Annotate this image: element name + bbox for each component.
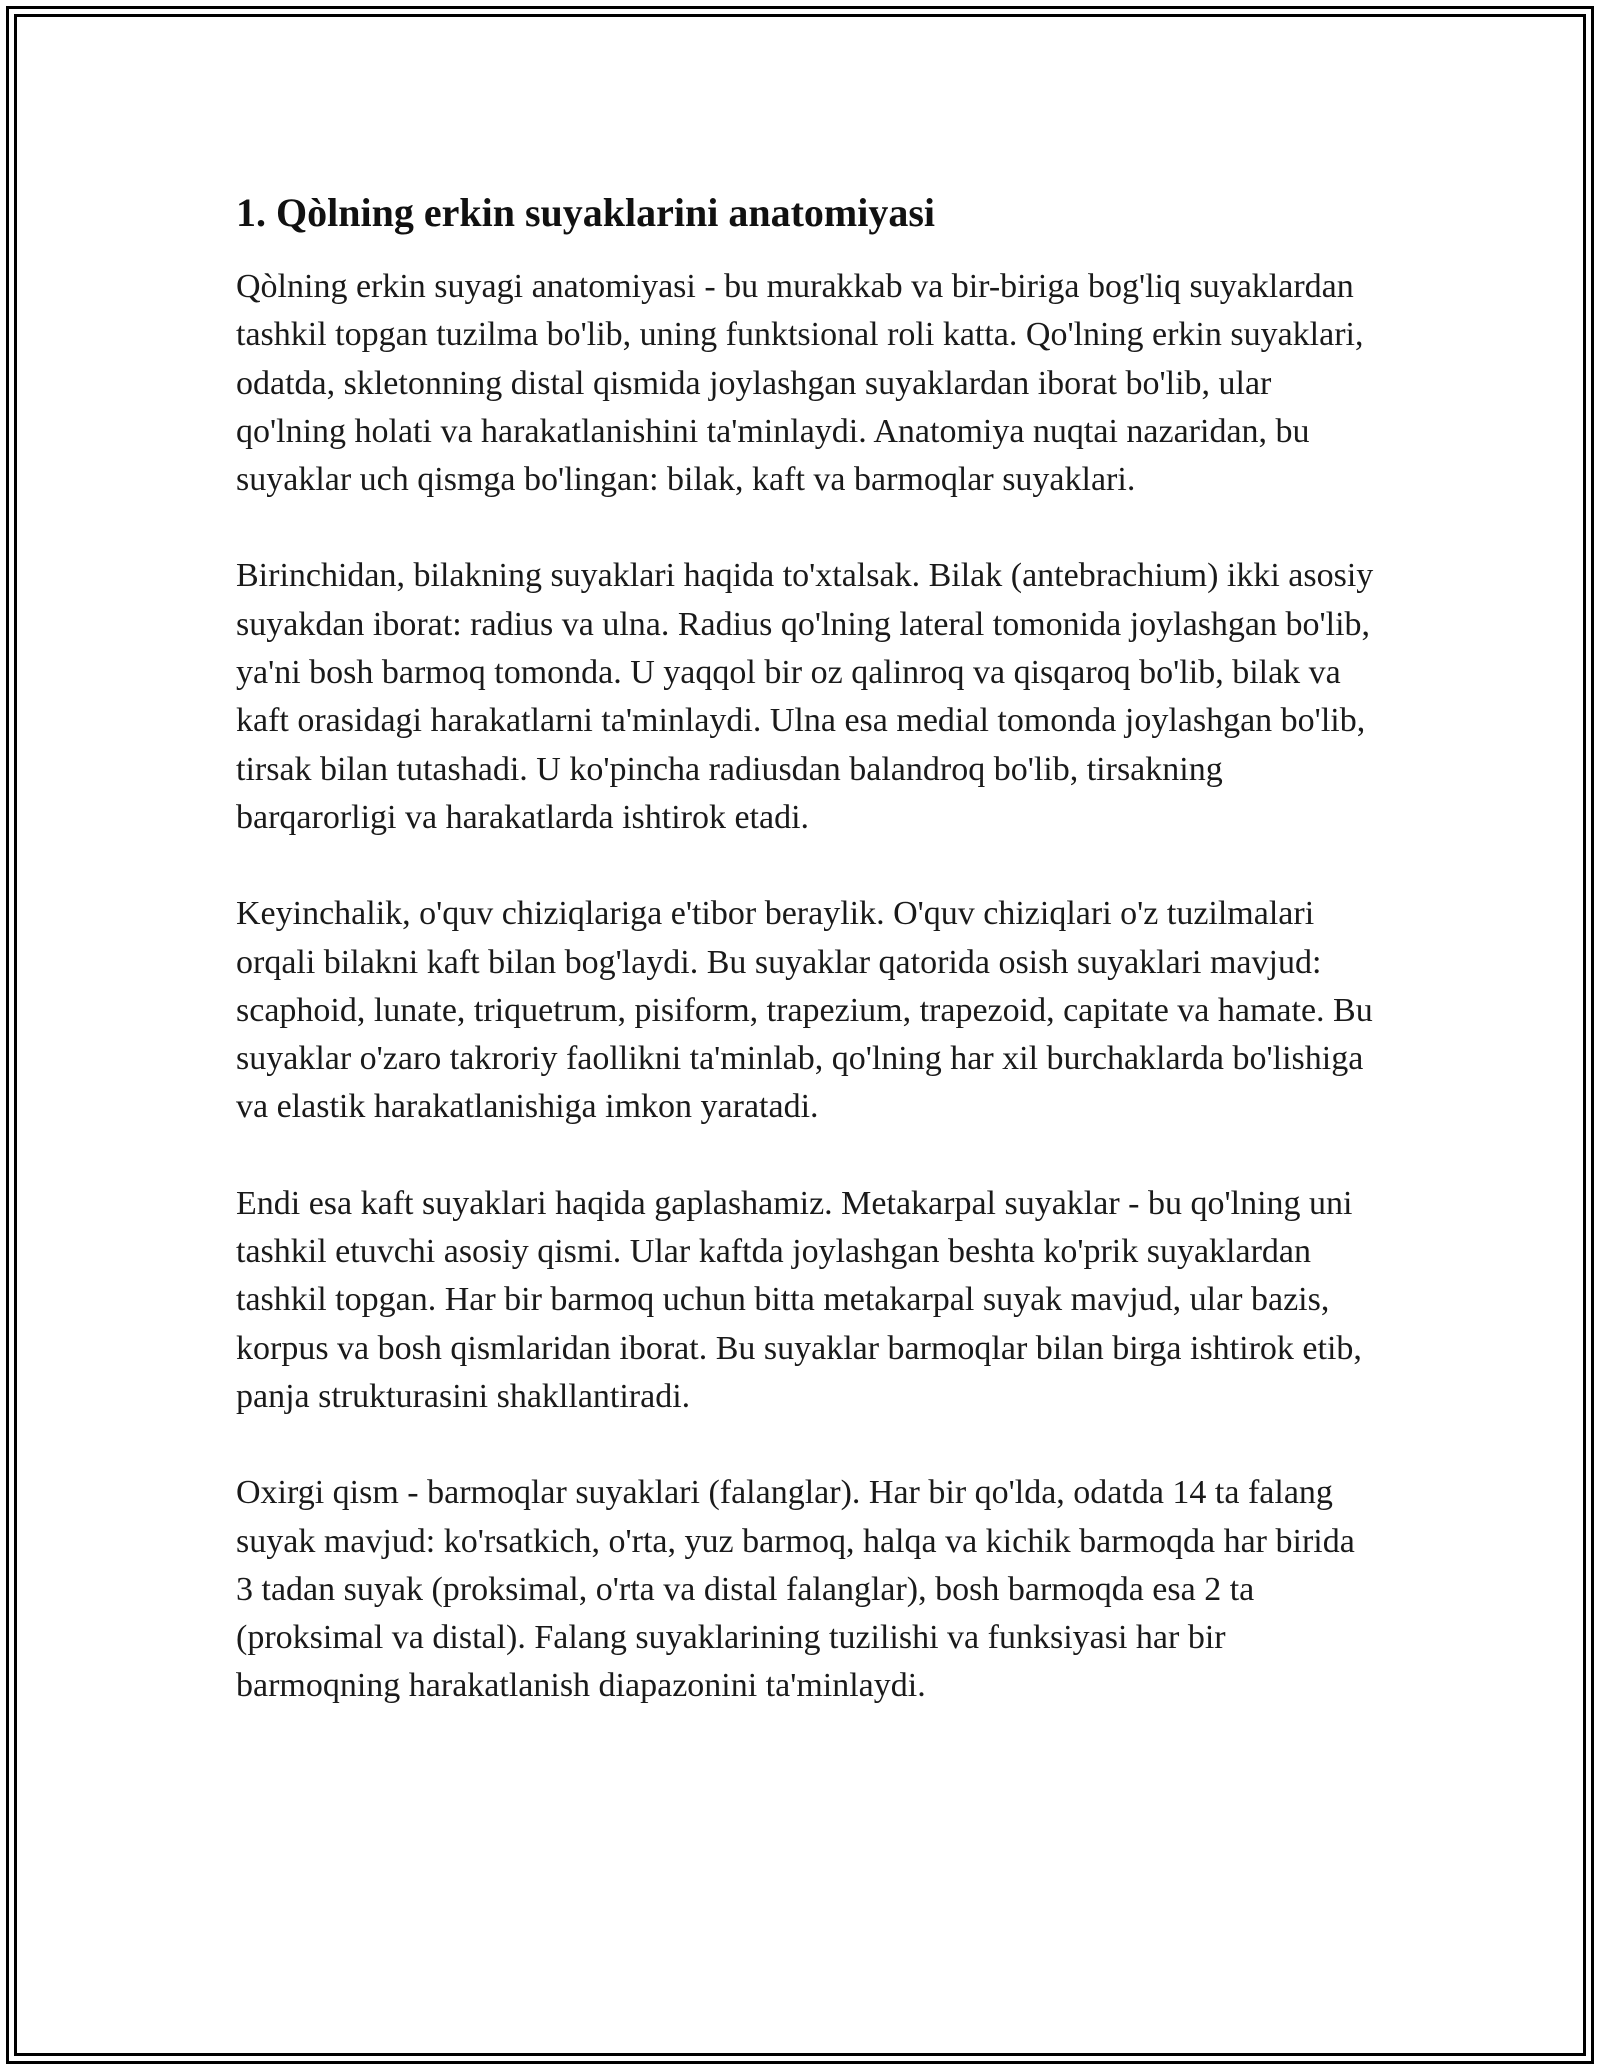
section-heading: 1. Qòlning erkin suyaklarini anatomiyasi bbox=[236, 190, 936, 235]
paragraph-intro: Qòlning erkin suyagi anatomiyasi - bu murakkab va bir-biriga bog'liq suyaklardan tashkil topgan tuzilma bo'lib, uning funktsional roli katta. Qo'lning erkin suyaklari, odatda, skletonning distal qismida joylashgan suyaklardan iborat bo'lib, ular qo'lning holati va harakatlanishini ta'minlaydi. Anatomiya nuqtai nazaridan, bu suyaklar uch qismga bo'lingan: bilak, kaft va barmoqlar suyaklari. bbox=[236, 268, 1364, 499]
paragraph-phalanges: Oxirgi qism - barmoqlar suyaklari (falanglar). Har bir qo'lda, odatda 14 ta falang suyak mavjud: ko'rsatkich, o'rta, yuz barmoq, halqa va kichik barmoqda har birida 3 tadan suyak (proksimal, o'rta va distal falanglar), bosh barmoqda esa 2 ta (proksimal va distal). Falang suyaklarining tuzilishi va funksiyasi har bir barmoqning harakatlanish diapazonini ta'minlaydi. bbox=[236, 1474, 1355, 1705]
paragraph-metacarpal-bones: Endi esa kaft suyaklari haqida gaplashamiz. Metakarpal suyaklar - bu qo'lning uni tashkil etuvchi asosiy qismi. Ular kaftda joylashgan beshta ko'prik suyaklardan tashkil topgan. Har bir barmoq uchun bitta metakarpal suyak mavjud, ular bazis, korpus va bosh qismlaridan iborat. Bu suyaklar barmoqlar bilan birga ishtirok etib, panja strukturasini shakllantiradi. bbox=[236, 1184, 1362, 1415]
paragraph-forearm-bones: Birinchidan, bilakning suyaklari haqida to'xtalsak. Bilak (antebrachium) ikki asosiy suyakdan iborat: radius va ulna. Radius qo'lning lateral tomonida joylashgan bo'lib, ya'ni bosh barmoq tomonda. U yaqqol bir oz qalinroq va qisqaroq bo'lib, bilak va kaft orasidagi harakatlarni ta'minlaydi. Ulna esa medial tomonda joylashgan bo'lib, tirsak bilan tutashadi. U ko'pincha radiusdan balandroq bo'lib, tirsakning barqarorligi va harakatlarda ishtirok etadi. bbox=[236, 557, 1374, 836]
paragraph-wrist-bones: Keyinchalik, o'quv chiziqlariga e'tibor beraylik. O'quv chiziqlari o'z tuzilmalari orqali bilakni kaft bilan bog'laydi. Bu suyaklar qatorida osish suyaklari mavjud: scaphoid, lunate, triquetrum, pisiform, trapezium, trapezoid, capitate va hamate. Bu suyaklar o'zaro takroriy faollikni ta'minlab, qo'lning har xil burchaklarda bo'lishiga va elastik harakatlanishiga imkon yaratadi. bbox=[236, 895, 1373, 1126]
document-body bbox=[236, 185, 1376, 1759]
